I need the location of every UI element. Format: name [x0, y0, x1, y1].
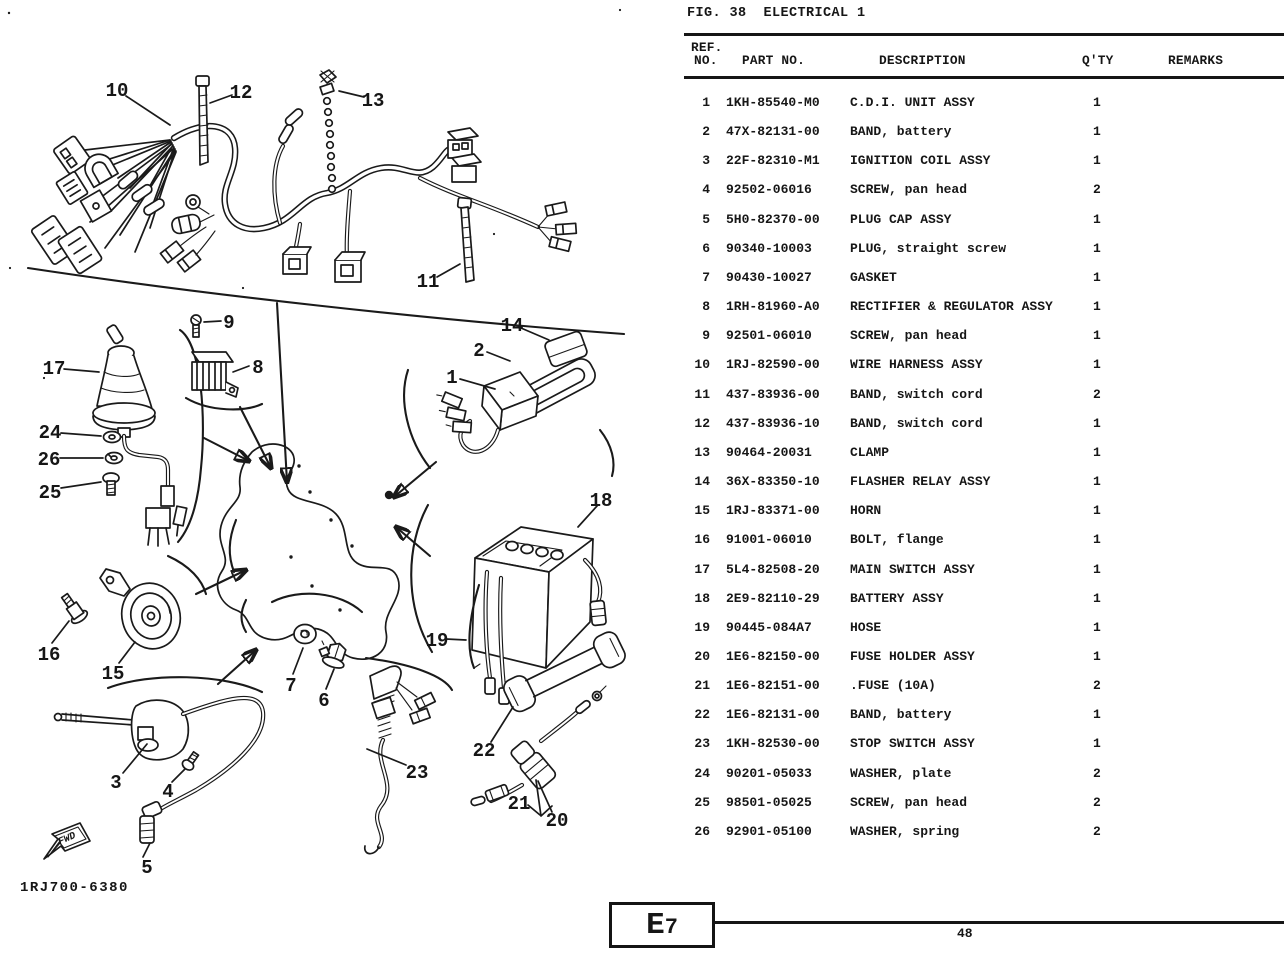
cell-qty: 1	[1093, 357, 1101, 373]
lead-wire-23	[365, 658, 452, 854]
cell-part-no: 437-83936-10	[726, 415, 820, 431]
table-row	[684, 438, 1284, 467]
cell-ref-no: 2	[702, 124, 710, 140]
screw-pan-4	[181, 750, 201, 772]
cell-qty: 1	[1093, 95, 1101, 110]
fuse-21	[485, 784, 509, 802]
cell-description: PLUG CAP ASSY	[850, 211, 952, 227]
harness-end-connectors	[448, 128, 481, 182]
stop-switch-pointer	[218, 650, 256, 684]
cell-part-no: 90464-20031	[726, 444, 812, 460]
rectifier-group-boundary	[186, 398, 262, 409]
callout-leader-22	[491, 707, 513, 742]
table-row	[684, 496, 1284, 525]
cell-qty: 1	[1093, 619, 1101, 635]
horn-assembly	[57, 556, 246, 655]
callout-25: 25	[38, 482, 62, 504]
screw-pan-25	[103, 473, 119, 495]
cdi-group-boundary	[404, 370, 430, 468]
cell-qty: 1	[1093, 328, 1101, 344]
callout-leader-8	[233, 366, 249, 372]
callout-leader-25	[61, 482, 101, 488]
gasket-7	[294, 625, 316, 644]
cell-ref-no: 9	[702, 328, 710, 344]
cell-qty: 1	[1093, 153, 1101, 169]
washer-spring-26	[106, 453, 123, 464]
table-row	[684, 409, 1284, 438]
plug-gasket-group	[272, 594, 362, 671]
header-description: DESCRIPTION	[879, 53, 966, 68]
cell-part-no: 1E6-82151-00	[726, 678, 820, 694]
callout-12: 12	[229, 82, 253, 104]
callout-leader-2	[487, 352, 510, 361]
callout-leader-6	[326, 669, 334, 689]
harness-connector-cluster	[31, 135, 215, 274]
cell-part-no: 36X-83350-10	[726, 474, 820, 490]
cell-ref-no: 4	[702, 182, 710, 198]
cell-part-no: 1E6-82131-00	[726, 707, 820, 723]
table-row	[684, 234, 1284, 263]
cell-ref-no: 15	[694, 503, 710, 519]
stop-switch-boundary	[108, 677, 262, 692]
cell-part-no: 90445-084A7	[726, 619, 812, 635]
callout-1: 1	[446, 367, 458, 389]
fwd-label: FWD	[56, 830, 78, 849]
cell-part-no: 1RH-81960-A0	[726, 299, 820, 315]
bolt-flange-16	[57, 590, 89, 625]
header-ref-line2: NO.	[694, 53, 718, 68]
table-row	[684, 175, 1284, 204]
table-row	[684, 613, 1284, 642]
footer-rule	[714, 921, 1284, 924]
table-row	[684, 788, 1284, 817]
table-top-rule	[684, 33, 1284, 36]
callout-leader-13	[339, 91, 364, 97]
cell-ref-no: 24	[694, 765, 710, 781]
cell-qty: 2	[1093, 794, 1101, 810]
callout-14: 14	[500, 315, 524, 337]
table-rows	[684, 88, 1284, 846]
callout-4: 4	[162, 781, 174, 803]
screw-pan-9	[191, 315, 201, 337]
cell-part-no: 5L4-82508-20	[726, 561, 820, 577]
washer-plate-24	[104, 432, 121, 443]
harness-main-tube	[174, 126, 538, 258]
cell-qty: 1	[1093, 707, 1101, 723]
cell-part-no: 1RJ-82590-00	[726, 357, 820, 373]
callout-15: 15	[101, 663, 125, 685]
table-row	[684, 467, 1284, 496]
cell-description: SCREW, pan head	[850, 328, 968, 344]
cell-description: GASKET	[850, 269, 897, 285]
callout-11: 11	[416, 271, 440, 293]
cell-description: IGNITION COIL ASSY	[850, 153, 991, 169]
table-row	[684, 117, 1284, 146]
callout-leader-5	[143, 843, 150, 857]
cell-description: C.D.I. UNIT ASSY	[850, 95, 975, 110]
cell-qty: 2	[1093, 182, 1101, 198]
callout-5: 5	[141, 857, 153, 879]
cell-part-no: 92501-06010	[726, 328, 812, 344]
header-ref-line1: REF.	[691, 40, 723, 55]
cell-description: BAND, battery	[850, 707, 952, 723]
cell-part-no: 90340-10003	[726, 240, 812, 256]
cell-description: CLAMP	[850, 444, 890, 460]
table-row	[684, 380, 1284, 409]
cell-description: PLUG, straight screw	[850, 240, 1007, 256]
cell-description: RECTIFIER & REGULATOR ASSY	[850, 299, 1053, 315]
fuse-holder-20	[508, 738, 557, 790]
callout-leader-14	[521, 328, 549, 340]
table-row	[684, 759, 1284, 788]
cell-qty: 1	[1093, 532, 1101, 548]
cdi-group	[394, 330, 614, 497]
cable-tie-12	[196, 76, 209, 165]
cell-ref-no: 7	[702, 269, 710, 285]
table-row	[684, 350, 1284, 379]
cell-description: BAND, switch cord	[850, 415, 983, 431]
cell-description: HOSE	[850, 619, 882, 635]
table-row	[684, 817, 1284, 846]
cell-ref-no: 13	[694, 444, 710, 460]
cell-qty: 1	[1093, 736, 1101, 752]
cell-part-no: 1E6-82150-00	[726, 648, 820, 664]
cell-description: SCREW, pan head	[850, 794, 968, 810]
plug-group-boundary	[272, 594, 362, 612]
cdi-group-boundary-right	[600, 430, 614, 476]
section-code-box	[609, 902, 715, 948]
table-row	[684, 671, 1284, 700]
cdi-connector	[435, 389, 471, 432]
cell-part-no: 90201-05033	[726, 765, 812, 781]
cell-description: FLASHER RELAY ASSY	[850, 474, 991, 490]
cell-part-no: 1KH-82530-00	[726, 736, 820, 752]
callout-9: 9	[223, 312, 235, 334]
cell-ref-no: 25	[694, 794, 710, 810]
horn-group-boundary	[168, 556, 206, 594]
cell-ref-no: 26	[694, 823, 710, 839]
switch-key	[106, 324, 124, 345]
table-row	[684, 88, 1284, 117]
cell-ref-no: 3	[702, 153, 710, 169]
section-code-main: E	[646, 907, 665, 943]
switch-mount-pointer	[204, 438, 249, 461]
cell-ref-no: 1	[702, 95, 710, 110]
cell-part-no: 90430-10027	[726, 269, 812, 285]
callout-leader-10	[126, 96, 170, 125]
harness-group-boundary	[28, 268, 624, 334]
harness-mount-pointer	[277, 303, 287, 482]
callout-10: 10	[105, 80, 129, 102]
branch-box-a	[283, 247, 311, 274]
cell-qty: 1	[1093, 269, 1101, 285]
cell-part-no: 437-83936-00	[726, 386, 820, 402]
table-header-rule	[684, 76, 1284, 79]
cell-description: WIRE HARNESS ASSY	[850, 357, 983, 373]
table-row	[684, 700, 1284, 729]
cell-description: .FUSE (10A)	[850, 678, 936, 694]
cell-description: WASHER, spring	[850, 823, 960, 839]
table-row	[684, 584, 1284, 613]
cell-part-no: 47X-82131-00	[726, 124, 820, 140]
cell-qty: 2	[1093, 678, 1101, 694]
callout-leader-16	[52, 621, 69, 643]
cell-description: HORN	[850, 503, 882, 519]
callout-2: 2	[473, 340, 485, 362]
battery-assembly	[396, 505, 628, 714]
cell-qty: 1	[1093, 561, 1101, 577]
callout-leader-9	[204, 321, 221, 322]
cell-ref-no: 23	[694, 736, 710, 752]
drawing-number: 1RJ700-6380	[20, 880, 129, 896]
cell-part-no: 92901-05100	[726, 823, 812, 839]
cell-ref-no: 10	[694, 357, 710, 373]
callout-13: 13	[361, 90, 385, 112]
cell-description: SCREW, pan head	[850, 182, 968, 198]
callout-leader-24	[61, 433, 101, 436]
section-code-sub: 7	[664, 915, 678, 940]
cell-ref-no: 11	[694, 386, 710, 402]
callout-17: 17	[42, 358, 66, 380]
cell-qty: 1	[1093, 590, 1101, 606]
cell-ref-no: 21	[694, 678, 710, 694]
cell-ref-no: 16	[694, 532, 710, 548]
cell-qty: 1	[1093, 444, 1101, 460]
header-qty: Q'TY	[1082, 53, 1114, 68]
callout-24: 24	[38, 422, 62, 444]
cell-part-no: 1RJ-83371-00	[726, 503, 820, 519]
header-part-no: PART NO.	[742, 53, 806, 68]
table-row	[684, 205, 1284, 234]
callout-leader-11	[437, 264, 460, 277]
cell-qty: 1	[1093, 299, 1101, 315]
branch-box-b	[335, 252, 365, 282]
fwd-arrow	[44, 823, 90, 859]
callout-6: 6	[318, 690, 330, 712]
plug-cap-5	[140, 801, 163, 843]
cell-ref-no: 8	[702, 299, 710, 315]
callout-23: 23	[405, 762, 429, 784]
cell-qty: 1	[1093, 474, 1101, 490]
callout-leader-7	[293, 648, 303, 674]
cdi-unit-1	[482, 372, 538, 430]
table-row	[684, 642, 1284, 671]
cell-ref-no: 12	[694, 415, 710, 431]
cell-part-no: 5H0-82370-00	[726, 211, 820, 227]
cell-qty: 2	[1093, 823, 1101, 839]
cell-part-no: 92502-06016	[726, 182, 812, 198]
cell-ref-no: 20	[694, 648, 710, 664]
callout-leader-4	[172, 769, 185, 782]
callout-19: 19	[425, 630, 449, 652]
cell-ref-no: 14	[694, 474, 710, 490]
rectifier-regulator-assembly	[186, 315, 271, 468]
cell-ref-no: 19	[694, 619, 710, 635]
plug-6	[316, 638, 350, 670]
cell-qty: 2	[1093, 386, 1101, 402]
cell-description: FUSE HOLDER ASSY	[850, 648, 975, 664]
cell-ref-no: 6	[702, 240, 710, 256]
callout-22: 22	[472, 740, 496, 762]
cell-qty: 2	[1093, 765, 1101, 781]
cell-part-no: 1KH-85540-M0	[726, 95, 820, 110]
callout-leader-23	[367, 749, 406, 765]
cell-description: BATTERY ASSY	[850, 590, 944, 606]
callout-20: 20	[545, 810, 569, 832]
cell-ref-no: 18	[694, 590, 710, 606]
callout-leader-19	[446, 639, 466, 640]
cell-qty: 1	[1093, 648, 1101, 664]
cell-description: WASHER, plate	[850, 765, 952, 781]
callout-21: 21	[507, 793, 531, 815]
callout-18: 18	[589, 490, 613, 512]
callout-3: 3	[110, 772, 122, 794]
table-row	[684, 729, 1284, 758]
table-row	[684, 292, 1284, 321]
cell-qty: 1	[1093, 124, 1101, 140]
cell-description: BOLT, flange	[850, 532, 944, 548]
callout-16: 16	[37, 644, 61, 666]
cell-ref-no: 5	[702, 211, 710, 227]
stop-switch-assembly	[55, 650, 264, 843]
header-remarks: REMARKS	[1168, 53, 1224, 68]
switch-rod	[55, 713, 135, 725]
chain-clamp-13	[320, 70, 336, 192]
table-row	[684, 555, 1284, 584]
callout-8: 8	[252, 357, 264, 379]
cell-part-no: 22F-82310-M1	[726, 153, 820, 169]
cell-description: STOP SWITCH ASSY	[850, 736, 975, 752]
table-row	[684, 263, 1284, 292]
cable-tie-11	[458, 197, 474, 282]
cell-ref-no: 17	[694, 561, 710, 577]
callout-26: 26	[37, 449, 61, 471]
cell-qty: 1	[1093, 503, 1101, 519]
figure-title: FIG. 38 ELECTRICAL 1	[687, 6, 866, 21]
cell-qty: 1	[1093, 211, 1101, 227]
cell-description: BAND, switch cord	[850, 386, 983, 402]
callout-leader-17	[64, 369, 99, 372]
cell-part-no: 91001-06010	[726, 532, 812, 548]
cdi-mount-pointer	[394, 462, 436, 497]
cell-qty: 1	[1093, 240, 1101, 256]
callout-leader-15	[119, 642, 135, 663]
table-row	[684, 321, 1284, 350]
table-row	[684, 146, 1284, 175]
cell-qty: 1	[1093, 415, 1101, 431]
cell-description: MAIN SWITCH ASSY	[850, 561, 975, 577]
table-row	[684, 525, 1284, 554]
cell-part-no: 2E9-82110-29	[726, 590, 820, 606]
callout-7: 7	[285, 675, 297, 697]
cell-description: BAND, battery	[850, 124, 952, 140]
cell-ref-no: 22	[694, 707, 710, 723]
page-number: 48	[957, 926, 973, 941]
cell-part-no: 98501-05025	[726, 794, 812, 810]
